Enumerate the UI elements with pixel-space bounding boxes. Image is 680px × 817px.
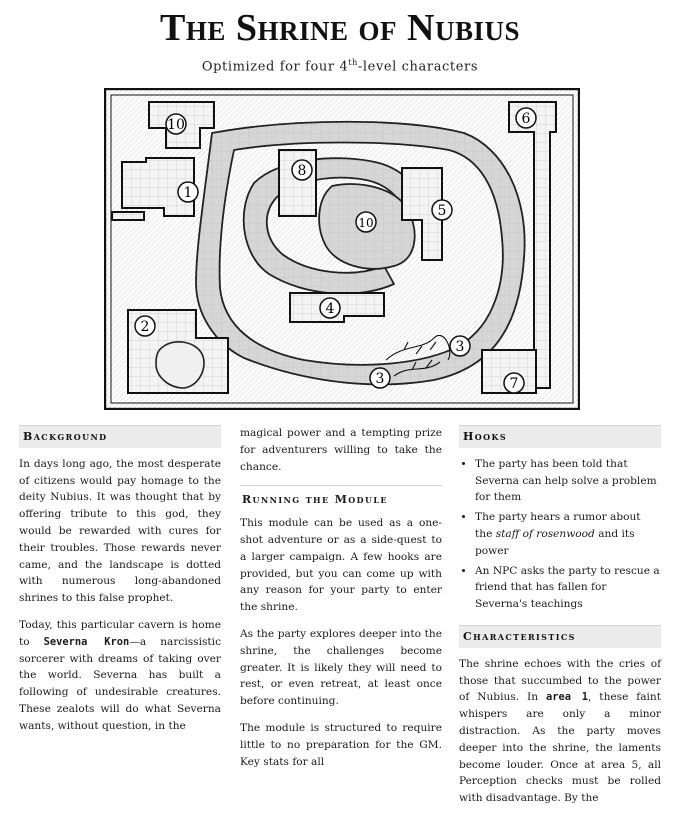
background-paragraph-1: In days long ago, the most desperate of citizens would pay homage to the deity Nubius. It was thought that by offering tribute to this god, they would be rewarded with cures for their troubles. Those rewards never came, and the landscape is dotted with numerous long-abandoned shrines to this false prophet. [19,457,221,605]
room-label-5: 5 [437,203,447,219]
room-label-2: 2 [140,319,150,335]
running-paragraph-2: As the party explores deeper into the shrine, the challenges become greater. It is likely they will need to rest, or even retreat, at least once before continuing. [240,627,442,708]
hooks-list [459,456,661,613]
column-running [240,425,442,780]
room-label-3a: 3 [455,339,465,355]
heading-hooks: Hooks [459,425,661,448]
running-paragraph-1: This module can be used as a one-shot adventure or as a side-quest to a larger campaign. A few hooks are provided, but you can come up with any reason for your party to enter the shrine. [240,517,442,614]
page-subtitle: Optimized for four 4th-level characters [201,58,479,75]
hook-item: • The party has been told that Severna can help solve a problem for them [475,456,661,506]
running-intro: magical power and a tempting prize for adventurers willing to take the chance. [240,427,442,473]
room-label-6: 6 [521,111,531,127]
room-label-3b: 3 [375,371,385,387]
room-label-9: 10 [167,117,185,133]
heading-background: Background [19,425,221,448]
characteristics-paragraph: The shrine echoes with the cries of those that succumbed to the power of Nubius. In area 1, these faint whispers are only a minor distraction. As the party moves deeper into the shrine, the laments become louder. Once at area 5, all Perception checks must be rolled with disadvantage. By the [459,657,661,805]
running-paragraph-3: The module is structured to require little to no preparation for the GM. Key stats for all [240,721,442,768]
heading-running-module: Running the Module [240,485,442,509]
column-background [19,425,221,745]
room-label-4: 4 [325,301,335,317]
background-paragraph-2: Today, this particular cavern is home to Severna Kron—a narcissistic sorcerer with dreams of taking over the world. Severna has built a following of undesirable creatures. These zealots will do what Severna wants, without question, in the [19,618,221,732]
page-title: The Shrine of Nubius [160,7,520,49]
hook-item: • An NPC asks the party to rescue a friend that has fallen for Severna's teachings [475,563,661,613]
hook-item: • The party hears a rumor about the staff of rosenwood and its power [475,509,661,559]
room-label-7: 7 [509,376,519,392]
dungeon-map [104,88,580,410]
room-label-1: 1 [183,185,193,201]
room-label-8: 8 [297,163,307,179]
room-label-10: 10 [358,216,374,230]
column-hooks [459,425,661,817]
heading-characteristics: Characteristics [459,625,661,648]
